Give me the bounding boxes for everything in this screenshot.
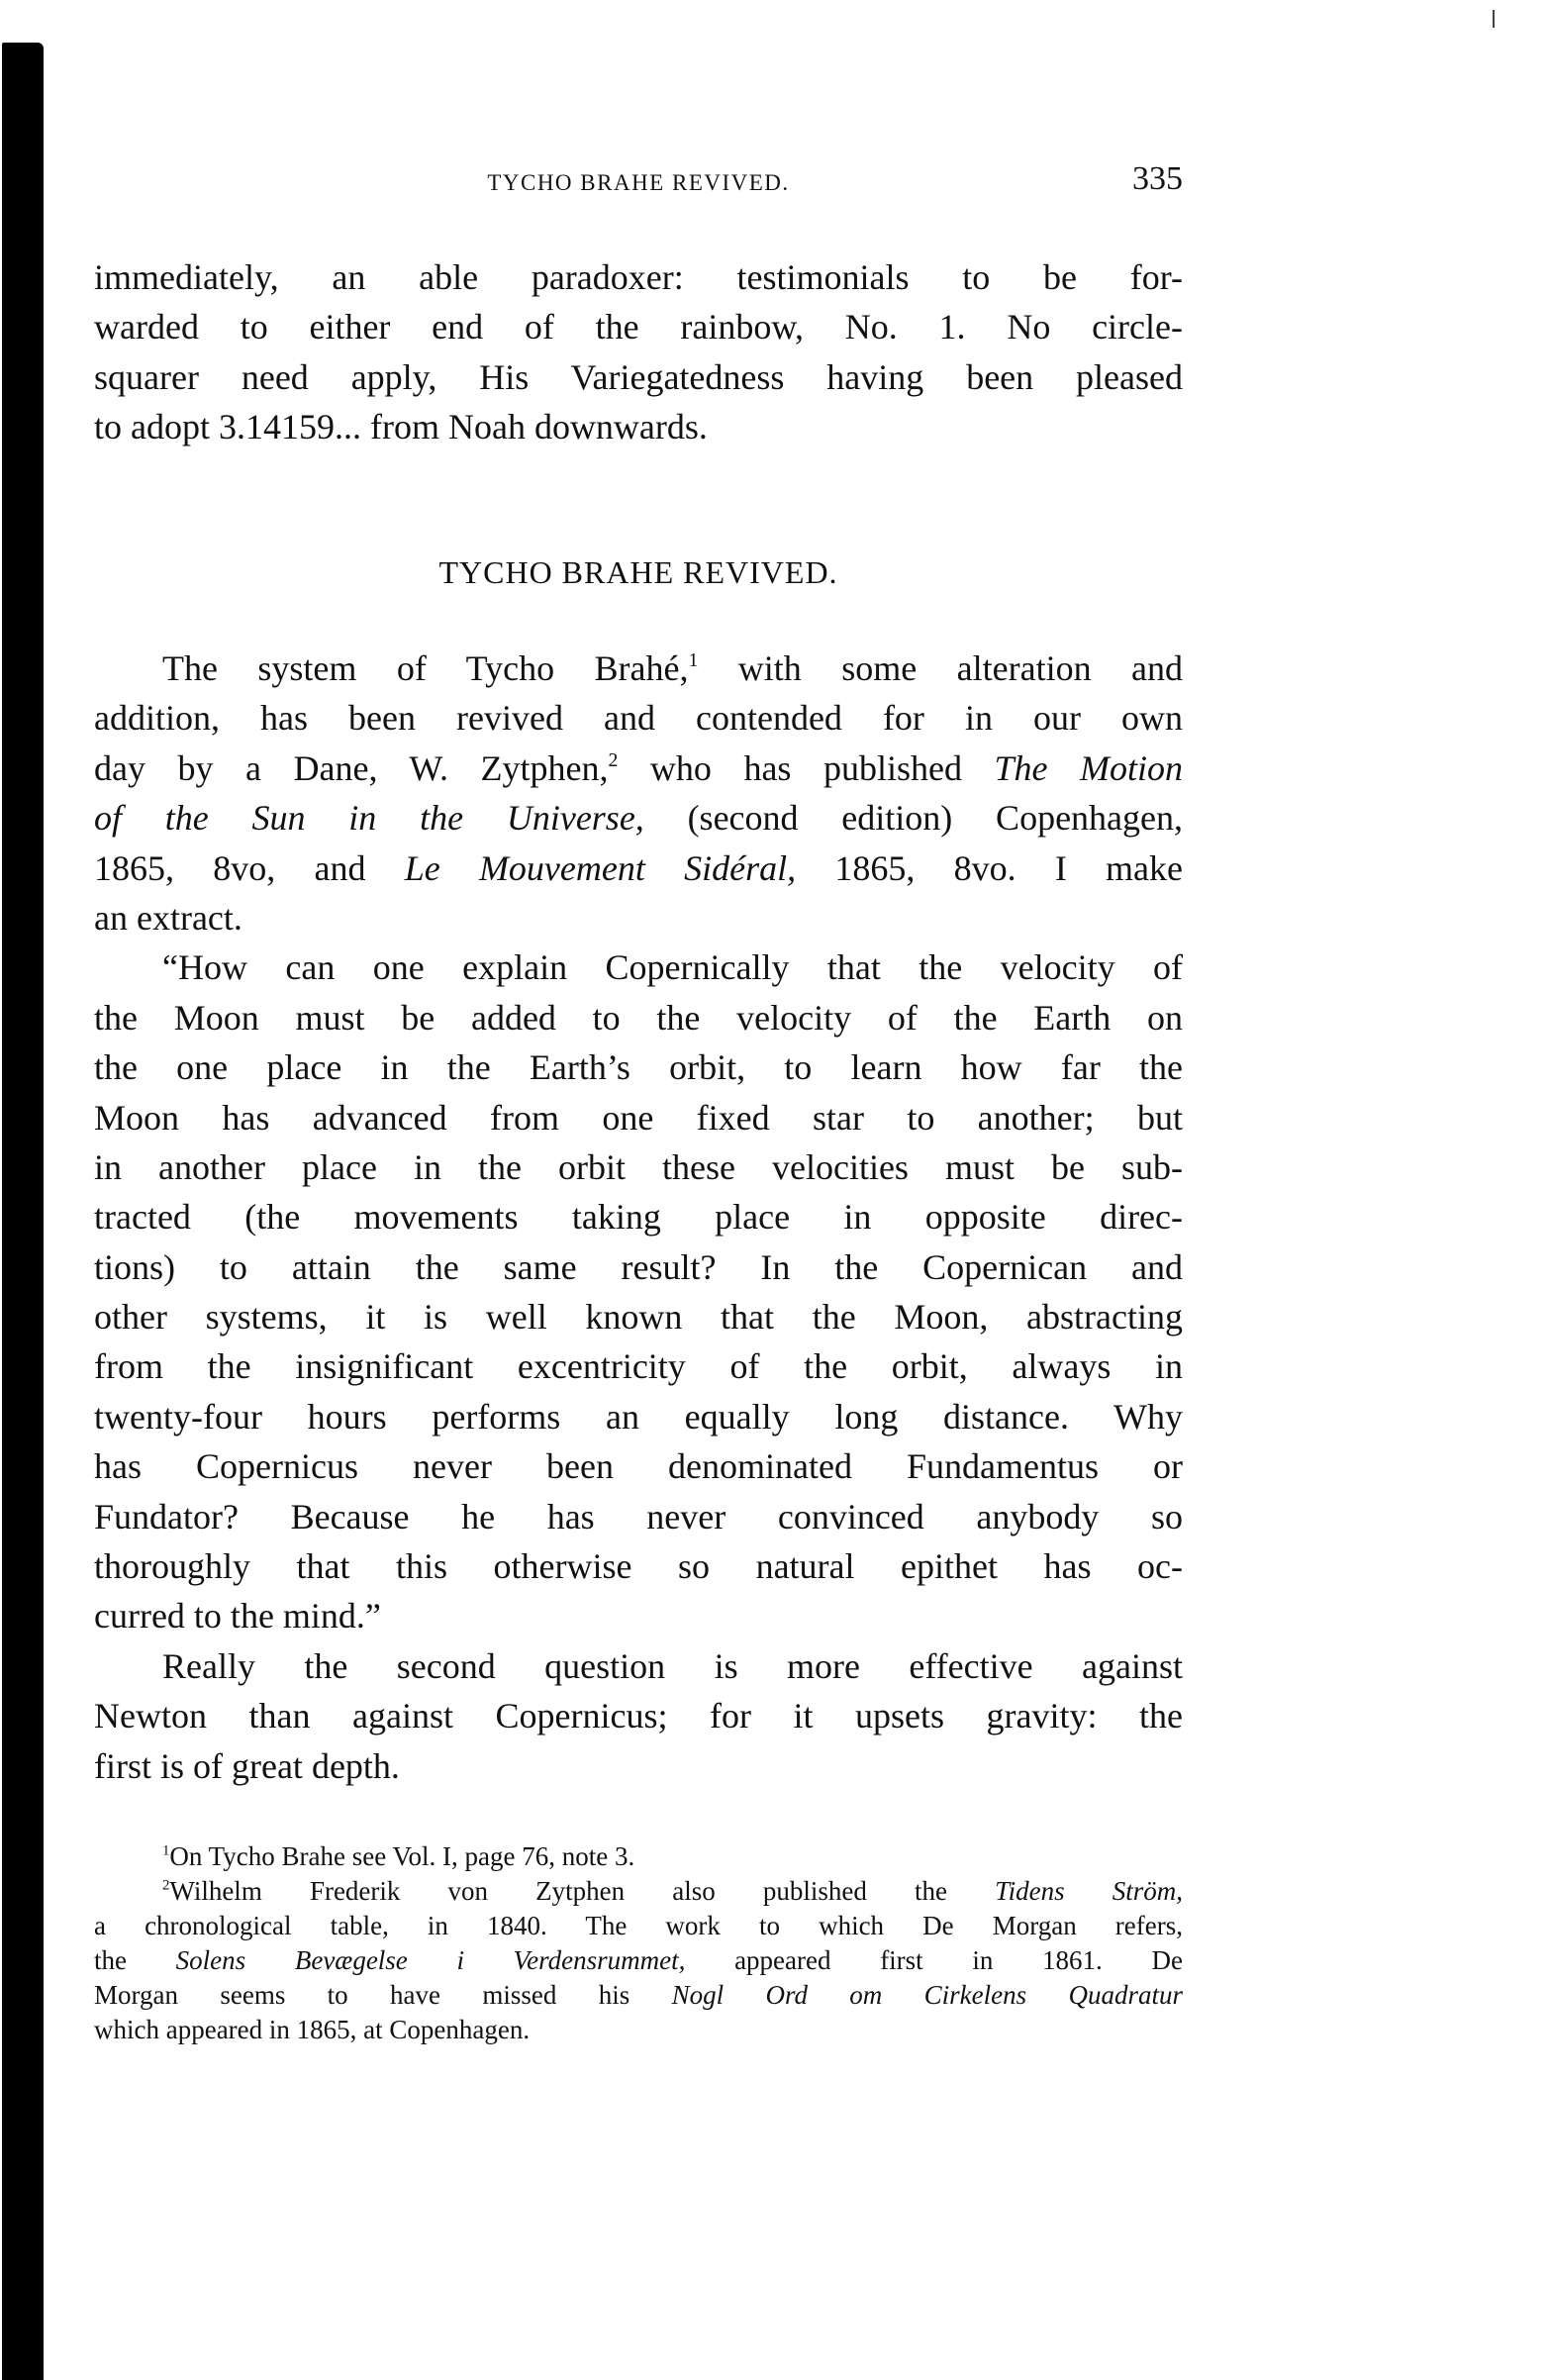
- text-line: [94, 1691, 1183, 1740]
- italic-title: The Motion: [994, 747, 1183, 788]
- text-line: [94, 302, 1183, 351]
- text-line: [94, 1541, 1183, 1591]
- text-run: a chronological table, in 1840. The work to which De Morgan refers,: [94, 1911, 1183, 1940]
- text-run: other systems, it is well known that the Moon, abstracting: [94, 1297, 1183, 1338]
- text-run: the one place in the Earth’s orbit, to learn how far the: [94, 1047, 1183, 1088]
- footnote-line: [94, 1978, 1183, 2013]
- text-run: immediately, an able paradoxer: testimonials to be for-: [94, 257, 1183, 297]
- italic-title: Solens Bevægelse i Verdensrummet,: [175, 1945, 686, 1975]
- text-run: with some alteration and: [698, 648, 1183, 688]
- text-line: [94, 1441, 1183, 1491]
- scan-mark: [1493, 10, 1495, 28]
- text-run: (second edition) Copenhagen,: [643, 798, 1183, 839]
- text-run: squarer need apply, His Variegatedness having been pleased: [94, 356, 1183, 397]
- text-run: On Tycho Brahe see Vol. I, page 76, note 3.: [169, 1841, 635, 1871]
- text-run: tracted (the movements taking place in opposite direc-: [94, 1197, 1183, 1238]
- footnotes: [94, 1839, 1183, 2047]
- text-line: [94, 693, 1183, 743]
- text-line: [94, 942, 1183, 992]
- footnote-marker: 1: [688, 649, 699, 672]
- text-line: [94, 1192, 1183, 1241]
- section-heading: TYCHO BRAHE REVIVED.: [438, 554, 838, 590]
- footnote-marker: 2: [162, 1877, 170, 1894]
- italic-title: Le Mouvement Sidéral,: [404, 847, 797, 888]
- text-run: 1865, 8vo. I make: [796, 847, 1184, 888]
- text-run: tions) to attain the same result? In the Copernican and: [94, 1246, 1183, 1287]
- text-run: warded to either end of the rainbow, No. 1. No circle-: [94, 307, 1183, 347]
- text-run: has Copernicus never been denominated Fundamentus or: [94, 1446, 1183, 1487]
- text-line: [94, 1242, 1183, 1292]
- text-run: addition, has been revived and contended for in our own: [94, 698, 1183, 739]
- text-run: to adopt 3.14159... from Noah downwards.: [94, 407, 708, 447]
- text-run: Fundator? Because he has never convinced anybody so: [94, 1496, 1183, 1537]
- text-line: [94, 1093, 1183, 1142]
- continuation-paragraph: [94, 252, 1183, 452]
- footnote-line: [94, 1839, 1183, 1874]
- page-number: 335: [1132, 160, 1183, 197]
- text-run: 1865, 8vo, and: [94, 847, 405, 888]
- text-line: [94, 1591, 1183, 1640]
- text-run: twenty-four hours performs an equally long distance. Why: [94, 1396, 1183, 1437]
- footnote-line: [94, 1943, 1183, 1978]
- text-line: [94, 1641, 1183, 1691]
- running-head: [94, 160, 1183, 200]
- text-run: Wilhelm Frederik von Zytphen also published the: [169, 1876, 996, 1906]
- text-run: in another place in the orbit these velocities must be sub-: [94, 1146, 1183, 1187]
- footnote-line: [94, 1874, 1183, 1909]
- text-run: appeared first in 1861. De: [685, 1945, 1183, 1975]
- text-line: [94, 893, 1183, 942]
- italic-title: Nogl Ord om Cirkelens Quadratur: [671, 1980, 1183, 2010]
- text-line: [94, 644, 1183, 693]
- text-run: curred to the mind.”: [94, 1596, 381, 1636]
- text-line: [94, 1142, 1183, 1192]
- text-run: Moon has advanced from one fixed star to another; but: [94, 1097, 1183, 1138]
- footnote-marker: 1: [162, 1842, 170, 1859]
- text-line: [94, 843, 1183, 893]
- text-run: The system of Tycho Brahé,: [162, 648, 689, 688]
- text-run: first is of great depth.: [94, 1745, 400, 1786]
- text-run: Newton than against Copernicus; for it upsets gravity: the: [94, 1696, 1183, 1736]
- text-run: day by a Dane, W. Zytphen,: [94, 747, 609, 788]
- text-line: [94, 402, 1183, 451]
- text-run: Really the second question is more effective against: [162, 1645, 1183, 1686]
- text-line: [94, 252, 1183, 302]
- italic-title: Tidens Ström,: [995, 1876, 1183, 1906]
- running-title: TYCHO BRAHE REVIVED.: [487, 170, 790, 195]
- text-line: [94, 744, 1183, 793]
- text-line: [94, 793, 1183, 843]
- text-line: [94, 352, 1183, 402]
- text-run: Morgan seems to have missed his: [94, 1980, 672, 2010]
- footnote-line: [94, 1909, 1183, 1943]
- body-text: [94, 644, 1183, 1791]
- text-run: “How can one explain Copernically that the velocity of: [162, 947, 1183, 988]
- text-line: [94, 1741, 1183, 1791]
- text-line: [94, 1042, 1183, 1092]
- text-run: the Moon must be added to the velocity of the Earth on: [94, 997, 1183, 1038]
- scan-edge-shadow: [2, 43, 44, 2380]
- text-line: [94, 1292, 1183, 1341]
- text-line: [94, 1341, 1183, 1391]
- text-line: [94, 993, 1183, 1042]
- text-line: [94, 1492, 1183, 1541]
- text-run: from the insignificant excentricity of the orbit, always in: [94, 1346, 1183, 1387]
- text-run: an extract.: [94, 897, 242, 938]
- text-run: the: [94, 1945, 176, 1975]
- footnote-line: [94, 2013, 1183, 2047]
- italic-title: of the Sun in the Universe,: [94, 798, 644, 839]
- footnote-marker: 2: [608, 748, 619, 771]
- text-run: thoroughly that this otherwise so natural epithet has oc-: [94, 1546, 1183, 1587]
- text-line: [94, 1392, 1183, 1441]
- text-run: who has published: [618, 747, 995, 788]
- text-run: which appeared in 1865, at Copenhagen.: [94, 2015, 531, 2044]
